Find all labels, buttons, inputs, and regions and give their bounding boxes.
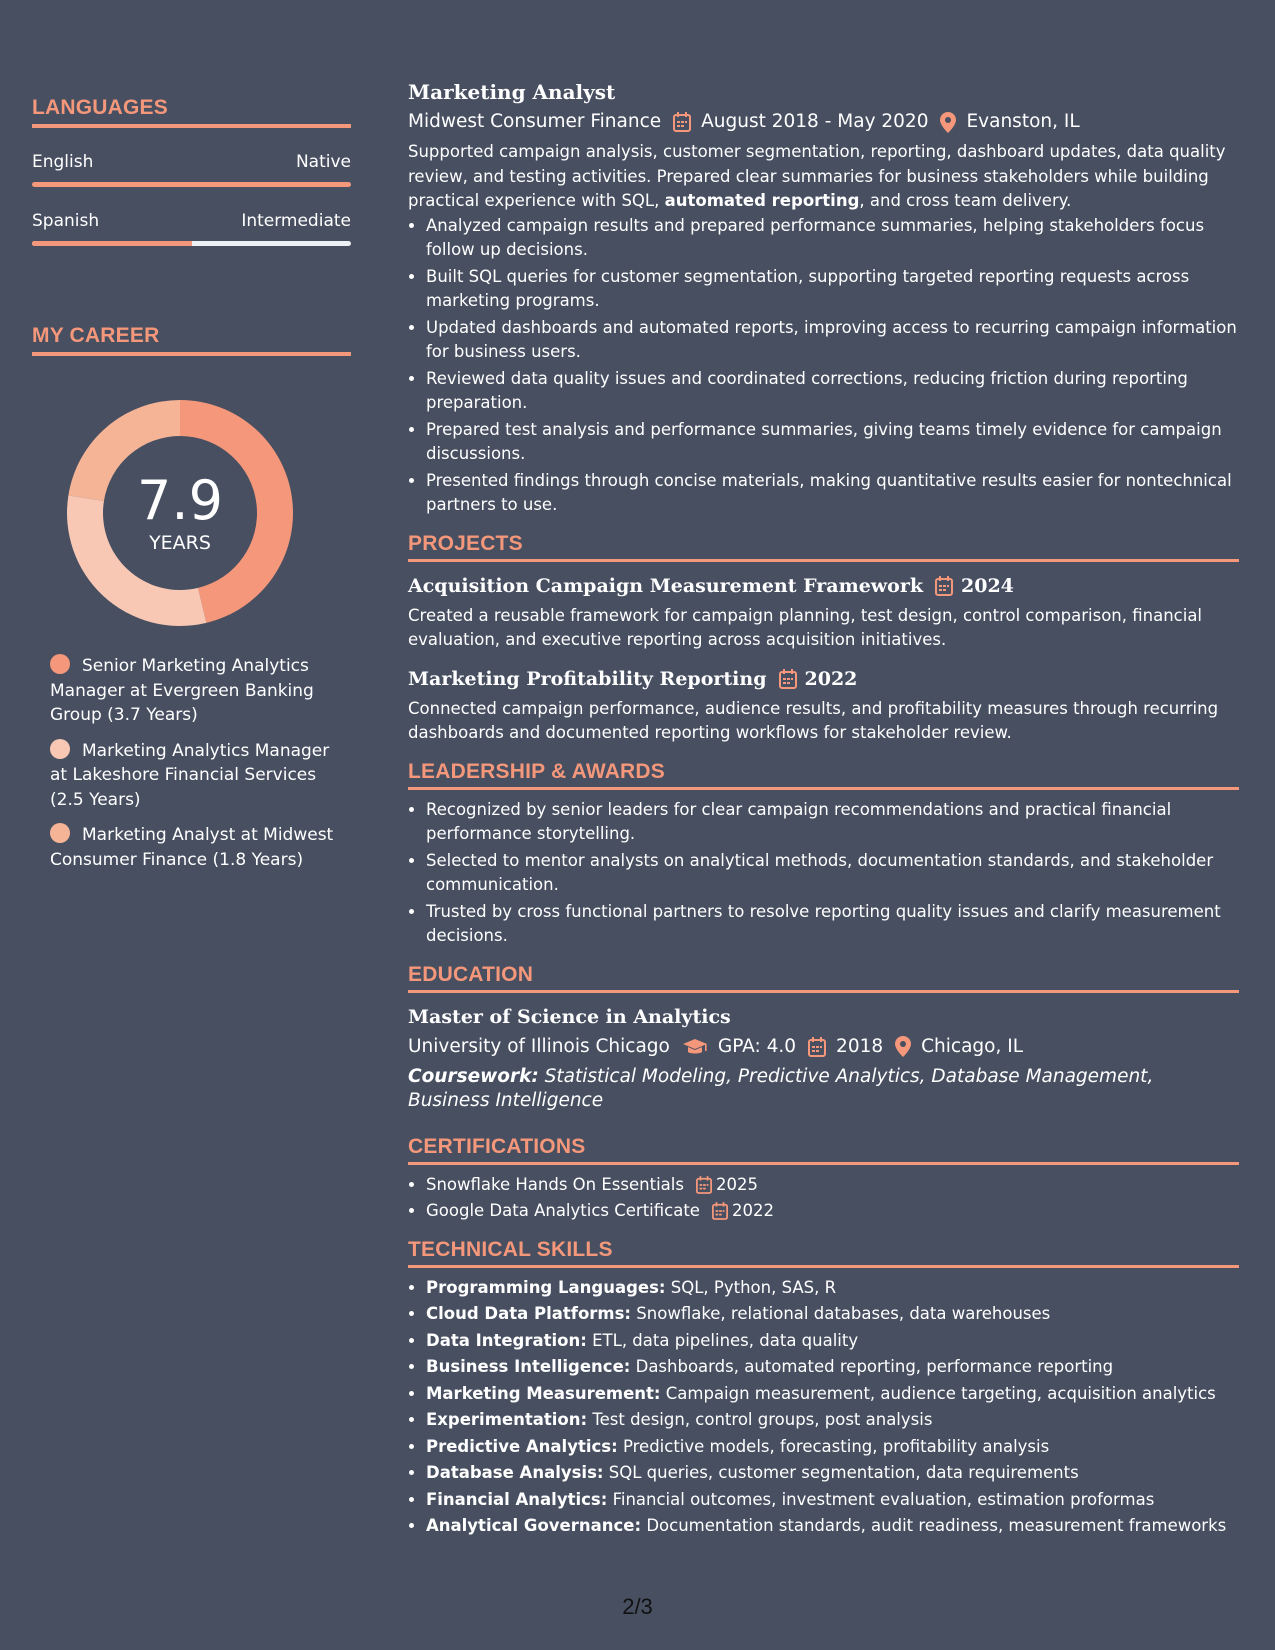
job-summary bbox=[408, 140, 1239, 214]
project-description: Connected campaign performance, audience results, and profitability measures through recurring dashboards and documented reporting workflows for stakeholder review. bbox=[408, 698, 1219, 742]
coursework-text: Statistical Modeling, Predictive Analytics, Database Management, Business Intelligence bbox=[408, 1065, 1154, 1111]
calendar-icon bbox=[808, 1037, 826, 1057]
skill-item bbox=[426, 1461, 1239, 1486]
school-name: University of Illinois Chicago bbox=[408, 1035, 670, 1057]
legend-label: Marketing Analytics Manager at Lakeshore Financial Services (2.5 Years) bbox=[50, 740, 330, 810]
education-heading: EDUCATION bbox=[408, 963, 1239, 993]
location-pin-icon bbox=[895, 1036, 911, 1057]
legend-item bbox=[50, 739, 351, 813]
skill-label: Financial Analytics: bbox=[426, 1489, 608, 1509]
skills-heading: TECHNICAL SKILLS bbox=[408, 1238, 1239, 1268]
leadership-heading: LEADERSHIP & AWARDS bbox=[408, 760, 1239, 790]
legend-label: Senior Marketing Analytics Manager at Evergreen Banking Group (3.7 Years) bbox=[50, 656, 314, 725]
language-proficiency-bar bbox=[32, 241, 351, 246]
skill-item bbox=[426, 1302, 1239, 1327]
job-meta bbox=[408, 108, 1239, 136]
language-name: Spanish bbox=[32, 211, 100, 231]
language-level: Intermediate bbox=[241, 211, 351, 231]
certifications-section bbox=[408, 1135, 1239, 1224]
skill-value: Snowflake, relational databases, data warehouses bbox=[631, 1304, 1051, 1323]
skill-item bbox=[426, 1488, 1239, 1513]
language-level: Native bbox=[295, 152, 351, 172]
project-title: Marketing Profitability Reporting bbox=[408, 667, 767, 690]
certification-name: • Google Data Analytics Certificate bbox=[426, 1201, 700, 1220]
career-years-unit: YEARS bbox=[149, 532, 211, 554]
job-bullet: • Prepared test analysis and performance summaries, giving teams timely evidence for campaign discussions. bbox=[426, 418, 1239, 467]
page-number: 2/3 bbox=[622, 1594, 653, 1619]
language-proficiency-fill bbox=[32, 182, 351, 187]
language-spanish bbox=[32, 211, 351, 246]
job-bullets bbox=[408, 214, 1239, 518]
project-title-row bbox=[408, 572, 1239, 600]
language-english bbox=[32, 152, 351, 187]
language-proficiency-bar bbox=[32, 182, 351, 187]
language-proficiency-fill bbox=[32, 241, 192, 246]
leadership-item: • Selected to mentor analysts on analytical methods, documentation standards, and stakeholder communication. bbox=[426, 849, 1239, 898]
projects-heading: PROJECTS bbox=[408, 532, 1239, 562]
career-heading: MY CAREER bbox=[32, 324, 351, 356]
education-section bbox=[408, 963, 1239, 1113]
certification-year: 2025 bbox=[715, 1174, 758, 1194]
skill-label: Analytical Governance: bbox=[426, 1516, 642, 1535]
certification-year: 2022 bbox=[731, 1201, 774, 1220]
job-bullet: • Built SQL queries for customer segmentation, supporting targeted reporting requests across marketing programs. bbox=[426, 265, 1239, 314]
skills-list bbox=[408, 1276, 1239, 1539]
leadership-section bbox=[408, 760, 1239, 949]
graduation-cap-icon bbox=[682, 1038, 708, 1056]
skill-label: Business Intelligence: bbox=[426, 1357, 631, 1376]
calendar-icon bbox=[696, 1176, 712, 1194]
skill-value: Predictive models, forecasting, profitability analysis bbox=[617, 1436, 1050, 1456]
job-title: Marketing Analyst bbox=[408, 80, 616, 104]
leadership-item: • Trusted by cross functional partners to resolve reporting quality issues and clarify measurement decisions. bbox=[426, 900, 1239, 949]
certification-item bbox=[426, 1199, 1239, 1224]
skill-item bbox=[426, 1408, 1239, 1433]
leadership-list bbox=[408, 798, 1239, 949]
legend-item bbox=[50, 823, 351, 872]
legend-dot bbox=[50, 654, 70, 674]
skill-value: SQL queries, customer segmentation, data requirements bbox=[603, 1463, 1079, 1482]
project-year: 2024 bbox=[961, 574, 1014, 597]
language-name: English bbox=[32, 152, 94, 172]
coursework bbox=[408, 1065, 1239, 1113]
career-donut-chart bbox=[65, 398, 295, 628]
skill-item bbox=[426, 1355, 1239, 1380]
education-location: Chicago, IL bbox=[921, 1035, 1024, 1057]
skill-value: Financial outcomes, investment evaluation, estimation proformas bbox=[607, 1489, 1155, 1509]
job-company: Midwest Consumer Finance bbox=[408, 111, 662, 132]
certification-name: • Snowflake Hands On Essentials bbox=[426, 1174, 684, 1194]
job-location: Evanston, IL bbox=[966, 111, 1080, 132]
languages-heading: LANGUAGES bbox=[32, 96, 351, 128]
job-bullet: • Analyzed campaign results and prepared performance summaries, helping stakeholders focus follow up decisions. bbox=[426, 214, 1239, 263]
job-summary-text-end: , and cross team delivery. bbox=[859, 191, 1072, 210]
job-dates: August 2018 - May 2020 bbox=[701, 111, 929, 132]
skill-label: Programming Languages: bbox=[426, 1277, 666, 1297]
skill-item bbox=[426, 1276, 1239, 1301]
skill-label: Database Analysis: bbox=[426, 1463, 604, 1482]
project-title: Acquisition Campaign Measurement Framework bbox=[408, 574, 924, 597]
skill-label: Data Integration: bbox=[426, 1330, 587, 1350]
legend-dot bbox=[50, 823, 70, 843]
job-summary-text: Supported campaign analysis, customer segmentation, reporting, dashboard updates, data quality review, and testing activities. Prepared clear summaries for business stakeholders while building practical experience with SQL, bbox=[408, 142, 1226, 210]
project-title-row bbox=[408, 665, 1239, 693]
job-bullet: • Updated dashboards and automated reports, improving access to recurring campaign information for business users. bbox=[426, 316, 1239, 365]
leadership-item: • Recognized by senior leaders for clear campaign recommendations and practical financial performance storytelling. bbox=[426, 798, 1239, 847]
skill-item bbox=[426, 1435, 1239, 1460]
coursework-label: Coursework: bbox=[408, 1065, 539, 1087]
job-summary-bold: automated reporting bbox=[664, 191, 860, 210]
left-column bbox=[32, 96, 351, 883]
career-legend bbox=[50, 654, 351, 872]
job-bullet: • Presented findings through concise materials, making quantitative results easier for nontechnical partners to use. bbox=[426, 469, 1239, 518]
skill-value: SQL, Python, SAS, R bbox=[665, 1277, 837, 1297]
skill-label: Experimentation: bbox=[426, 1410, 588, 1429]
skill-item bbox=[426, 1329, 1239, 1354]
projects-section bbox=[408, 532, 1239, 746]
skill-item bbox=[426, 1514, 1239, 1539]
certification-item bbox=[426, 1173, 1239, 1198]
legend-item bbox=[50, 654, 351, 728]
skill-value: Test design, control groups, post analysis bbox=[587, 1410, 933, 1429]
skill-item bbox=[426, 1382, 1239, 1407]
skill-value: Campaign measurement, audience targeting, acquisition analytics bbox=[660, 1383, 1216, 1403]
certifications-heading: CERTIFICATIONS bbox=[408, 1135, 1239, 1165]
project-description: Created a reusable framework for campaign planning, test design, control comparison, financial evaluation, and executive reporting across acquisition initiatives. bbox=[408, 605, 1203, 649]
calendar-icon bbox=[779, 669, 797, 689]
calendar-icon bbox=[935, 576, 953, 596]
legend-dot bbox=[50, 739, 70, 759]
education-gpa: GPA: 4.0 bbox=[717, 1035, 797, 1057]
legend-label: Marketing Analyst at Midwest Consumer Finance (1.8 Years) bbox=[50, 825, 334, 870]
skill-label: Cloud Data Platforms: bbox=[426, 1304, 632, 1323]
job-bullet: • Reviewed data quality issues and coordinated corrections, reducing friction during reporting preparation. bbox=[426, 367, 1239, 416]
right-column bbox=[408, 78, 1239, 1541]
location-pin-icon bbox=[940, 112, 956, 133]
skill-value: Dashboards, automated reporting, performance reporting bbox=[630, 1357, 1114, 1376]
skill-label: Predictive Analytics: bbox=[426, 1436, 618, 1456]
degree-title: Master of Science in Analytics bbox=[408, 1005, 731, 1028]
skills-section bbox=[408, 1238, 1239, 1539]
skill-label: Marketing Measurement: bbox=[426, 1383, 661, 1403]
education-year: 2018 bbox=[836, 1035, 884, 1057]
certifications-list bbox=[408, 1173, 1239, 1224]
calendar-icon bbox=[712, 1202, 728, 1220]
skill-value: Documentation standards, audit readiness, measurement frameworks bbox=[641, 1516, 1227, 1535]
career-total-years: 7.9 bbox=[137, 469, 223, 532]
calendar-icon bbox=[673, 112, 691, 132]
project-year: 2022 bbox=[804, 667, 858, 690]
education-meta bbox=[408, 1033, 1239, 1061]
skill-value: ETL, data pipelines, data quality bbox=[586, 1330, 859, 1350]
